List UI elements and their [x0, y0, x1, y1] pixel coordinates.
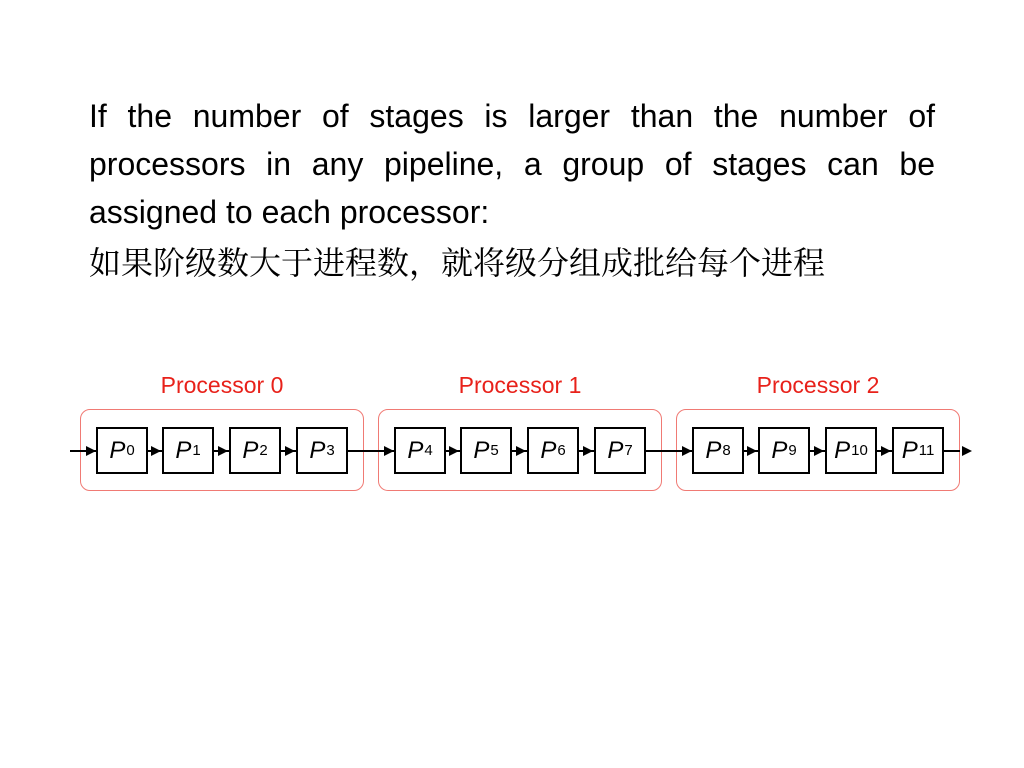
- arrow-head-icon: [218, 446, 228, 456]
- processor-label-2: Processor 2: [756, 372, 880, 398]
- stage-box: P 9: [758, 427, 810, 474]
- paragraph-chinese: 如果阶级数大于进程数，就将级分组成批给每个进程: [89, 244, 826, 282]
- arrow-head-icon: [449, 446, 459, 456]
- stage-box: P 11: [892, 427, 944, 474]
- stage-box: P 8: [692, 427, 744, 474]
- arrow-head-icon: [814, 446, 824, 456]
- arrow-head-icon: [747, 446, 757, 456]
- arrow-head-icon: [682, 446, 692, 456]
- stage-box: P 7: [594, 427, 646, 474]
- arrow-head-icon: [516, 446, 526, 456]
- processor-label-1: Processor 1: [458, 372, 582, 398]
- stage-box: P 5: [460, 427, 512, 474]
- stage-box: P 6: [527, 427, 579, 474]
- arrow-head-icon: [962, 446, 972, 456]
- stage-box: P 3: [296, 427, 348, 474]
- arrow-head-icon: [583, 446, 593, 456]
- stage-box: P 4: [394, 427, 446, 474]
- stage-box: P 10: [825, 427, 877, 474]
- stage-box: P 0: [96, 427, 148, 474]
- arrow-head-icon: [86, 446, 96, 456]
- arrow-head-icon: [151, 446, 161, 456]
- arrow-head-icon: [881, 446, 891, 456]
- arrow-head-icon: [285, 446, 295, 456]
- stage-box: P 1: [162, 427, 214, 474]
- stage-box: P 2: [229, 427, 281, 474]
- paragraph-english: If the number of stages is larger than the number of processors in any pipeline, a group of stages can be assigned to each processor:: [89, 98, 935, 230]
- processor-label-0: Processor 0: [160, 372, 284, 398]
- arrow-head-icon: [384, 446, 394, 456]
